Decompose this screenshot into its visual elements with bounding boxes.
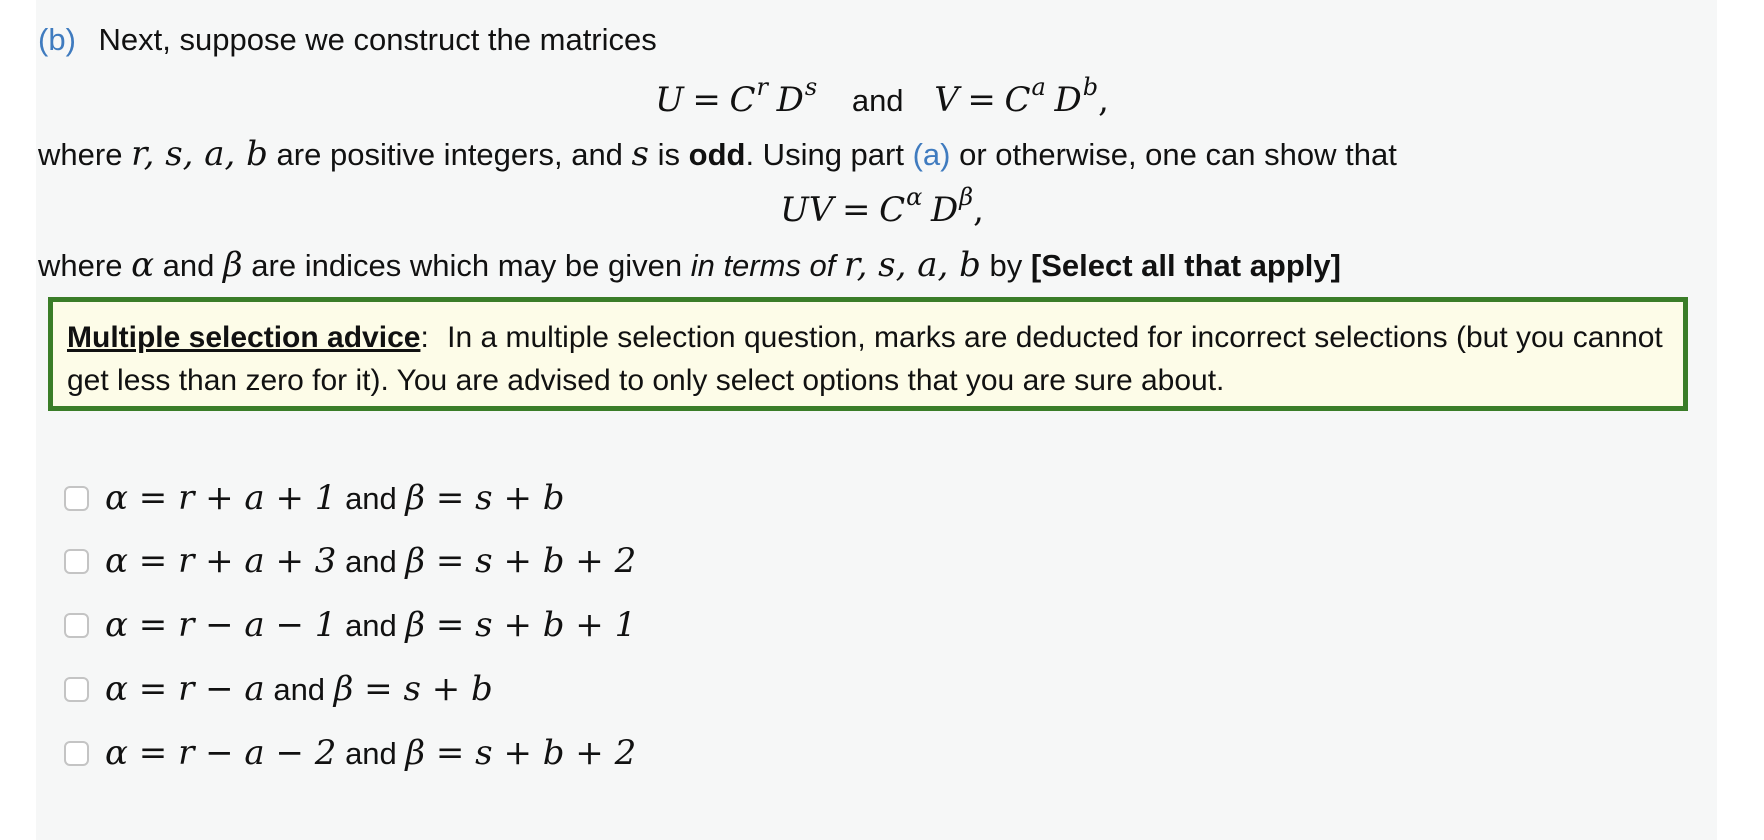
option-1-and: and <box>345 481 397 516</box>
line3-beta: β <box>223 245 243 285</box>
advice-text: In a multiple selection question, marks are deducted for incorrect selections (but you cannot get less than zero for it). You are advised to only select options that you are sure about. <box>67 321 1663 397</box>
line3-middle: are indices which may be given <box>251 248 683 283</box>
multiple-selection-advice-box <box>48 297 1688 411</box>
eq1-equals-2: = <box>967 80 996 120</box>
option-5-label <box>105 733 636 773</box>
eq1-d: D <box>776 80 804 120</box>
option-1[interactable] <box>64 476 565 520</box>
line3-vars: r, s, a, b <box>844 245 981 285</box>
line3-alpha: α <box>131 245 155 285</box>
eq2-comma: , <box>973 190 984 230</box>
line2-odd: odd <box>688 137 746 172</box>
eq1-equals-1: = <box>692 80 721 120</box>
option-1-alpha: α = r + a + 1 <box>105 478 337 518</box>
option-2-beta: β = s + b + 2 <box>405 541 637 581</box>
line3-and: and <box>162 248 215 283</box>
line3-italic: in terms of <box>690 248 836 283</box>
line2-is: is <box>657 137 681 172</box>
option-3-beta: β = s + b + 1 <box>405 605 637 645</box>
eq1-a-exp: a <box>1031 73 1046 101</box>
option-1-checkbox[interactable] <box>64 486 89 511</box>
equation-uv-definitions <box>0 73 1764 120</box>
line2-middle: are positive integers, and <box>276 137 623 172</box>
option-5-beta: β = s + b + 2 <box>405 733 637 773</box>
option-1-beta: β = s + b <box>405 478 565 518</box>
option-1-label <box>105 478 565 518</box>
option-3-alpha: α = r − a − 1 <box>105 605 337 645</box>
line2-prefix: where <box>38 137 123 172</box>
question-intro-line <box>38 22 657 58</box>
option-3[interactable] <box>64 603 636 647</box>
line2-vars: r, s, a, b <box>131 134 268 174</box>
eq2-c: C <box>879 190 906 230</box>
option-4-beta: β = s + b <box>333 669 493 709</box>
option-3-label <box>105 605 636 645</box>
option-5[interactable] <box>64 731 636 775</box>
line2-s: s <box>631 134 649 174</box>
intro-text: Next, suppose we construct the matrices <box>98 22 657 57</box>
option-4-label <box>105 669 493 709</box>
part-a-reference[interactable]: (a) <box>912 137 951 172</box>
eq1-and: and <box>851 83 904 118</box>
eq1-s-exp: s <box>804 73 818 101</box>
option-5-alpha: α = r − a − 2 <box>105 733 337 773</box>
eq2-d: D <box>930 190 959 230</box>
option-2[interactable] <box>64 539 636 583</box>
eq1-v: V <box>934 80 959 120</box>
eq2-equals: = <box>841 190 871 230</box>
part-b-label: (b) <box>38 22 76 57</box>
advice-title: Multiple selection advice <box>67 321 421 354</box>
eq2-uv: UV <box>780 190 834 230</box>
line3-by: by <box>989 248 1023 283</box>
option-3-checkbox[interactable] <box>64 613 89 638</box>
select-all-instruction: [Select all that apply] <box>1030 248 1341 283</box>
eq1-comma: , <box>1098 80 1109 120</box>
eq1-c: C <box>729 80 756 120</box>
eq2-beta-exp: β <box>959 183 974 211</box>
option-5-and: and <box>345 736 397 771</box>
option-4[interactable] <box>64 667 493 711</box>
option-2-label <box>105 541 636 581</box>
question-line-2 <box>38 134 1397 174</box>
option-5-checkbox[interactable] <box>64 741 89 766</box>
line2-suffix: or otherwise, one can show that <box>959 137 1397 172</box>
option-2-checkbox[interactable] <box>64 549 89 574</box>
question-line-3 <box>38 245 1341 285</box>
eq1-d2: D <box>1054 80 1082 120</box>
line3-prefix: where <box>38 248 123 283</box>
eq1-c2: C <box>1004 80 1031 120</box>
eq1-r-exp: r <box>756 73 768 101</box>
advice-colon: : <box>420 321 429 354</box>
option-3-and: and <box>345 608 397 643</box>
option-4-and: and <box>273 672 326 707</box>
option-2-and: and <box>345 544 397 579</box>
equation-uv-product <box>0 183 1764 230</box>
line2-using: . Using part <box>745 137 904 172</box>
option-4-checkbox[interactable] <box>64 677 89 702</box>
eq1-u: U <box>655 80 684 120</box>
option-4-alpha: α = r − a <box>105 669 265 709</box>
eq1-b-exp: b <box>1082 73 1099 101</box>
eq2-alpha-exp: α <box>906 183 923 211</box>
option-2-alpha: α = r + a + 3 <box>105 541 337 581</box>
